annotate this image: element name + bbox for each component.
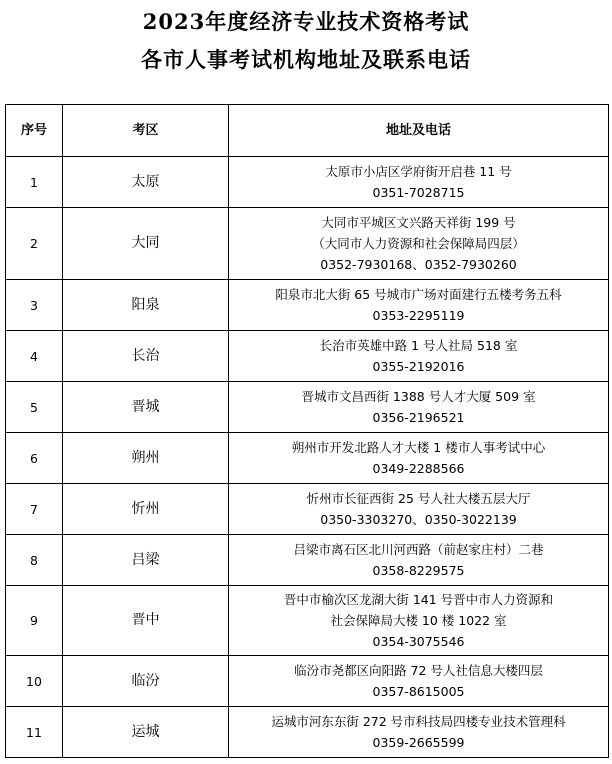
exam-area: 吕梁 — [63, 535, 229, 586]
row-number: 1 — [6, 157, 63, 208]
address-and-phone — [229, 280, 609, 331]
exam-area: 朔州 — [63, 433, 229, 484]
address-line: 社会保障局大楼 10 楼 1022 室 — [330, 613, 507, 628]
phone-number: 0355-2192016 — [372, 359, 465, 374]
table-row — [6, 382, 609, 433]
exam-office-table — [5, 104, 609, 758]
row-number: 6 — [6, 433, 63, 484]
phone-number: 0353-2295119 — [372, 308, 465, 323]
address-line: 阳泉市北大街 65 号城市广场对面建行五楼考务五科 — [275, 287, 562, 302]
header-no: 序号 — [6, 105, 63, 157]
table-row — [6, 484, 609, 535]
address-line: 运城市河东东街 272 号市科技局四楼专业技术管理科 — [271, 714, 566, 729]
document-title: 2023年度经济专业技术资格考试 — [142, 9, 470, 34]
table-row — [6, 280, 609, 331]
table-row — [6, 656, 609, 707]
address-and-phone — [229, 433, 609, 484]
table-row — [6, 433, 609, 484]
address-line: （大同市人力资源和社会保障局四层） — [312, 236, 525, 251]
address-and-phone — [229, 586, 609, 656]
row-number: 10 — [6, 656, 63, 707]
exam-area: 大同 — [63, 208, 229, 280]
header-area: 考区 — [63, 105, 229, 157]
exam-area: 临汾 — [63, 656, 229, 707]
exam-area: 长治 — [63, 331, 229, 382]
exam-area: 太原 — [63, 157, 229, 208]
exam-area: 晋中 — [63, 586, 229, 656]
document-subtitle: 各市人事考试机构地址及联系电话 — [141, 47, 471, 72]
row-number: 7 — [6, 484, 63, 535]
row-number: 11 — [6, 707, 63, 758]
exam-area: 忻州 — [63, 484, 229, 535]
exam-area: 运城 — [63, 707, 229, 758]
address-and-phone — [229, 331, 609, 382]
address-line: 晋城市文昌西街 1388 号人才大厦 509 室 — [301, 389, 536, 404]
phone-number: 0349-2288566 — [372, 461, 465, 476]
exam-area: 晋城 — [63, 382, 229, 433]
phone-number: 0351-7028715 — [372, 185, 465, 200]
exam-area: 阳泉 — [63, 280, 229, 331]
address-line: 太原市小店区学府街开启巷 11 号 — [325, 164, 512, 179]
row-number: 8 — [6, 535, 63, 586]
address-line: 朔州市开发北路人才大楼 1 楼市人事考试中心 — [291, 440, 546, 455]
phone-number: 0359-2665599 — [372, 735, 465, 750]
address-and-phone — [229, 707, 609, 758]
table-header-row — [6, 105, 609, 157]
address-line: 吕梁市离石区北川河西路（前赵家庄村）二巷 — [293, 542, 544, 557]
table-row — [6, 586, 609, 656]
address-line: 大同市平城区文兴路天祥街 199 号 — [321, 215, 516, 230]
row-number: 5 — [6, 382, 63, 433]
row-number: 9 — [6, 586, 63, 656]
phone-number: 0350-3303270、0350-3022139 — [320, 512, 517, 527]
table-row — [6, 707, 609, 758]
address-and-phone — [229, 382, 609, 433]
phone-number: 0356-2196521 — [372, 410, 465, 425]
address-line: 忻州市长征西街 25 号人社大楼五层大厅 — [306, 491, 531, 506]
phone-number: 0357-8615005 — [372, 684, 465, 699]
row-number: 2 — [6, 208, 63, 280]
table-row — [6, 157, 609, 208]
address-and-phone — [229, 157, 609, 208]
address-and-phone — [229, 656, 609, 707]
phone-number: 0352-7930168、0352-7930260 — [320, 257, 517, 272]
row-number: 4 — [6, 331, 63, 382]
table-row — [6, 331, 609, 382]
address-and-phone — [229, 208, 609, 280]
row-number: 3 — [6, 280, 63, 331]
address-and-phone — [229, 535, 609, 586]
address-line: 晋中市榆次区龙湖大街 141 号晋中市人力资源和 — [283, 592, 554, 607]
address-line: 长治市英雄中路 1 号人社局 518 室 — [319, 338, 518, 353]
table-row — [6, 208, 609, 280]
table-row — [6, 535, 609, 586]
address-line: 临汾市尧都区向阳路 72 号人社信息大楼四层 — [294, 663, 543, 678]
address-and-phone — [229, 484, 609, 535]
phone-number: 0358-8229575 — [372, 563, 465, 578]
phone-number: 0354-3075546 — [372, 634, 465, 649]
header-address: 地址及电话 — [229, 105, 609, 157]
